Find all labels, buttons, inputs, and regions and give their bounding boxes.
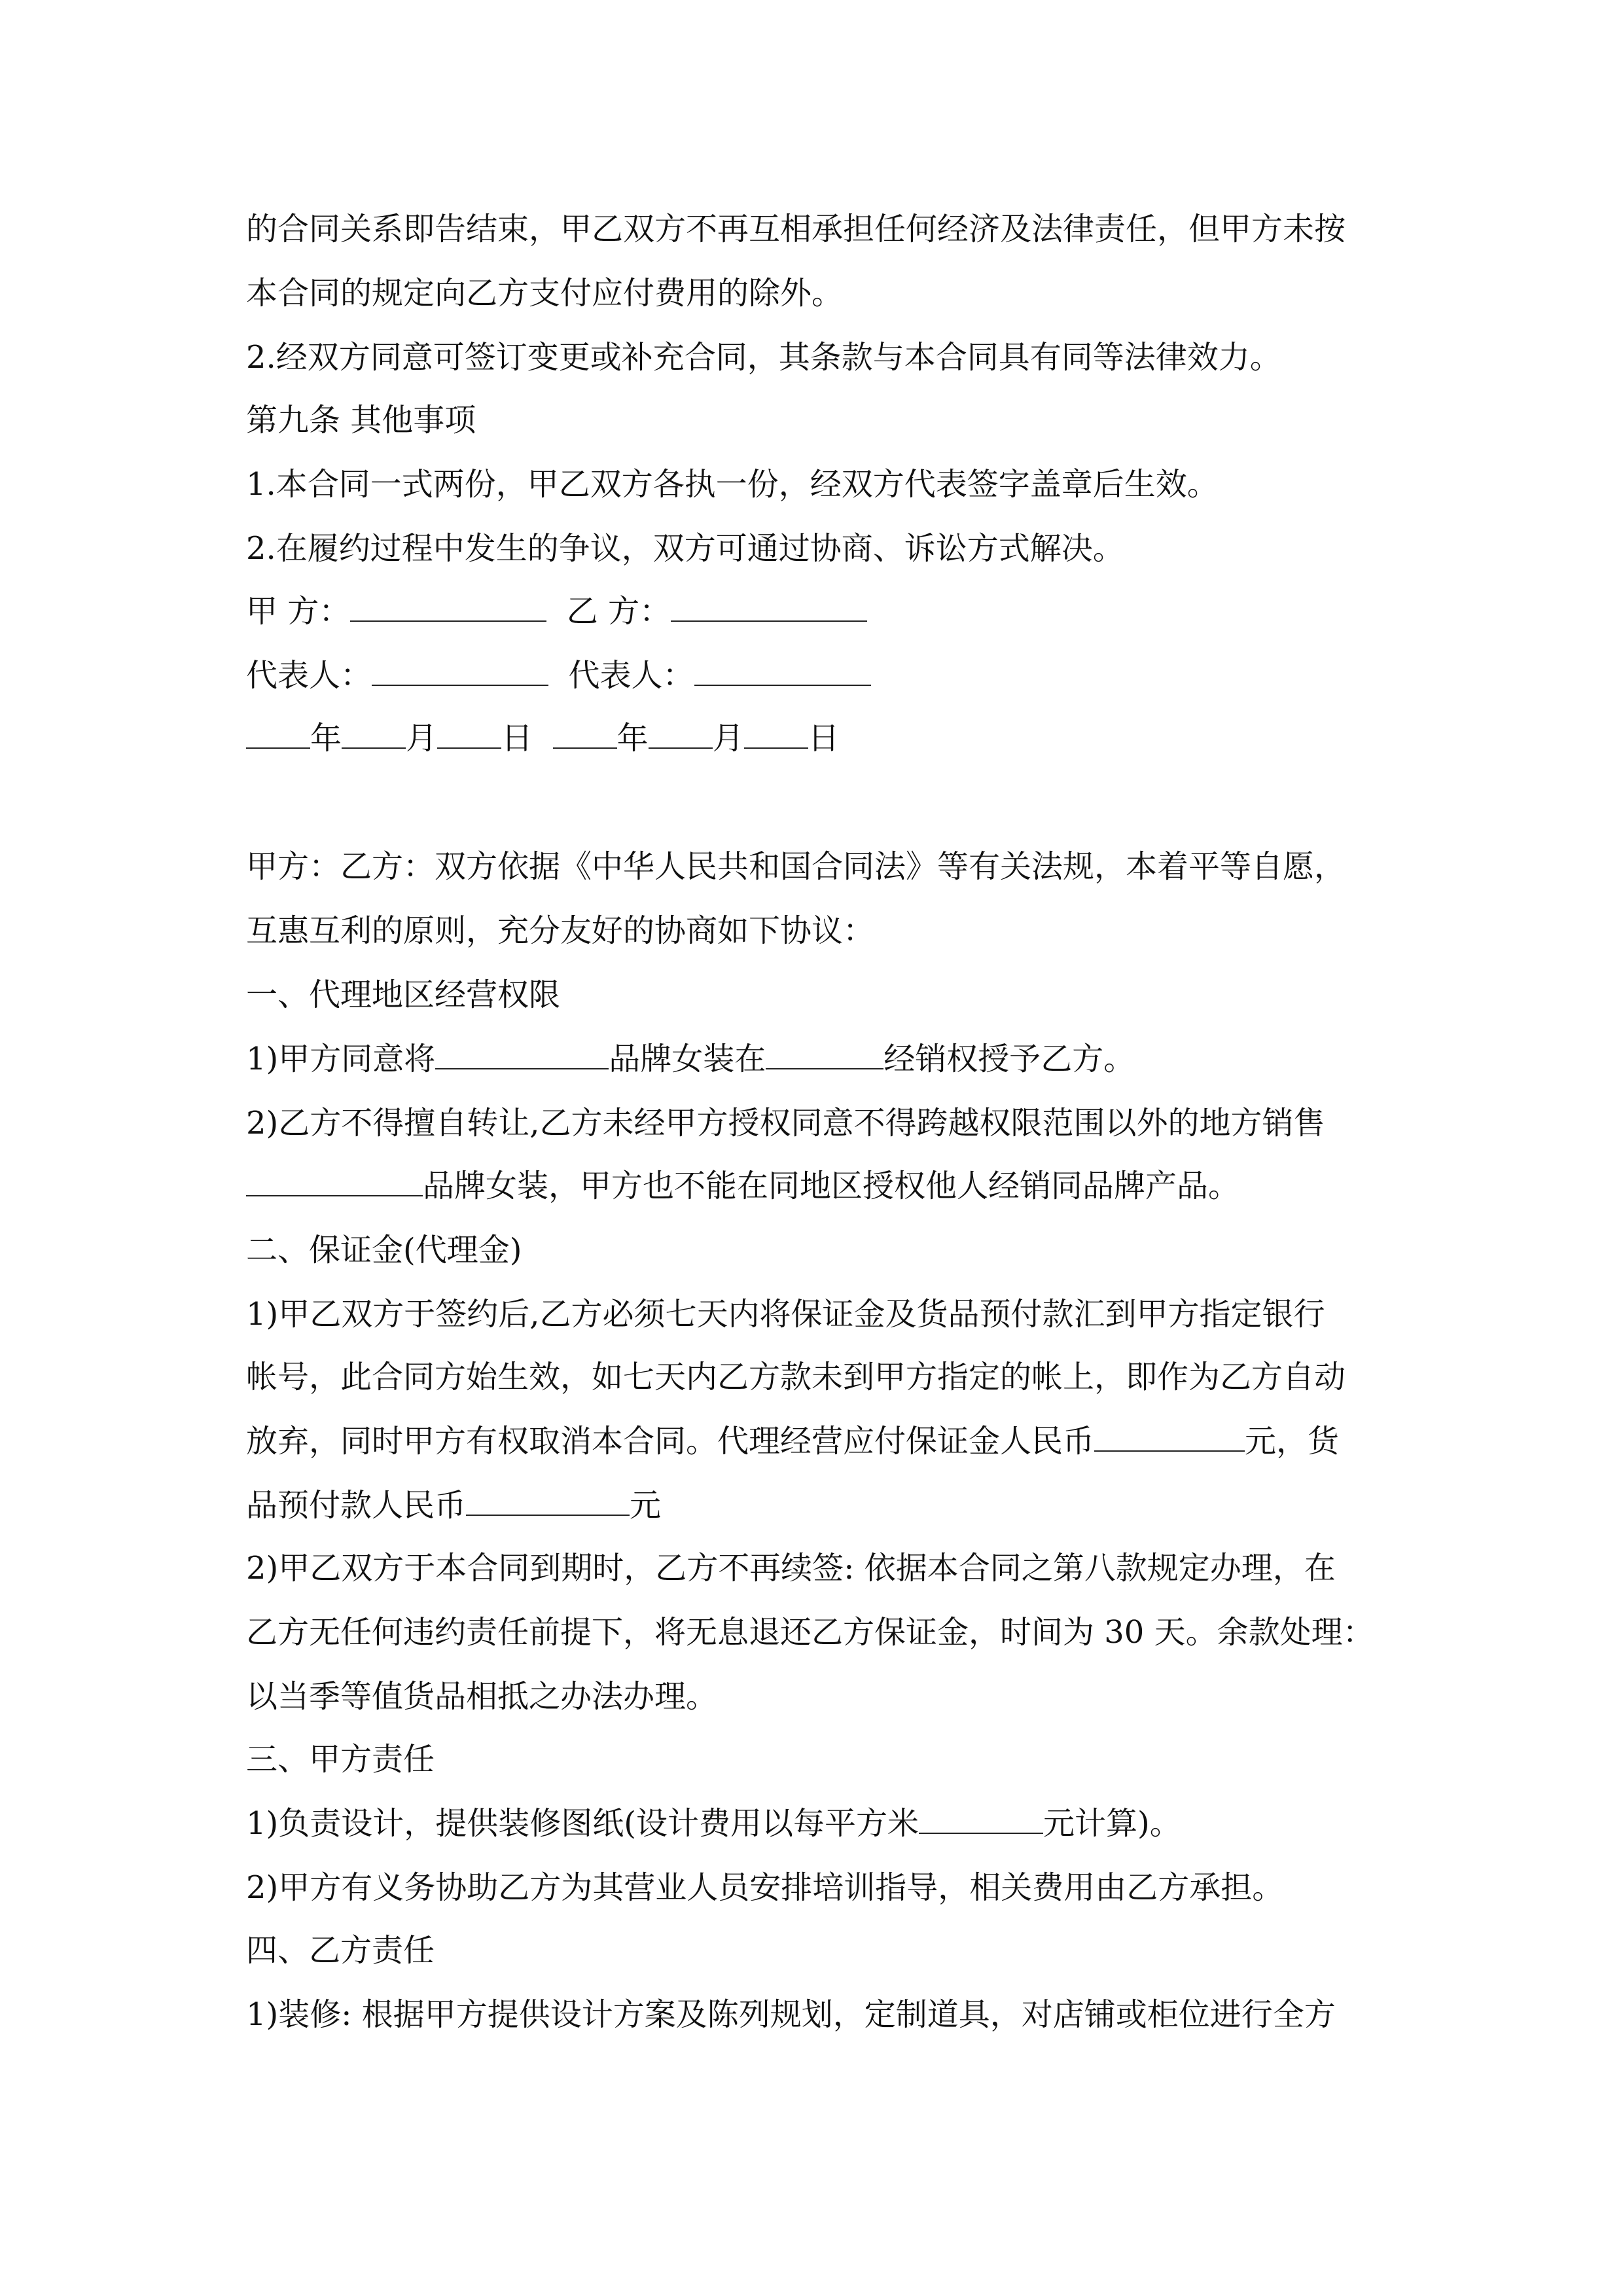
day-blank — [437, 719, 501, 749]
text-span: 元计算)。 — [1043, 1805, 1181, 1842]
year-label: 年 — [310, 720, 342, 757]
text-line — [246, 1039, 1135, 1079]
text-line: 乙方无任何违约责任前提下，将无息退还乙方保证金，时间为 30 天。余款处理： — [246, 1614, 1374, 1651]
text-span: 品牌女装，甲方也不能在同地区授权他人经销同品牌产品。 — [423, 1168, 1240, 1204]
section-heading: 二、保证金(代理金) — [246, 1232, 522, 1268]
party-a-label: 甲 方： — [246, 593, 351, 630]
section-heading: 一、代理地区经营权限 — [246, 977, 561, 1013]
text-line: 1)装修: 根据甲方提供设计方案及陈列规划，定制道具，对店铺或柜位进行全方 — [246, 1996, 1336, 2033]
text-line: 2)甲乙双方于本合同到期时，乙方不再续签: 依据本合同之第八款规定办理，在 — [246, 1550, 1336, 1587]
text-span: 品预付款人民币 — [246, 1487, 467, 1524]
text-line — [246, 1166, 1240, 1206]
month-blank — [649, 719, 713, 749]
text-line: 帐号，此合同方始生效，如七天内乙方款未到甲方指定的帐上，即作为乙方自动 — [246, 1359, 1346, 1395]
text-line: 2)乙方不得擅自转让,乙方未经甲方授权同意不得跨越权限范围以外的地方销售 — [246, 1105, 1325, 1141]
day-label: 日 — [808, 720, 840, 757]
text-line — [246, 1804, 1181, 1843]
month-blank — [342, 719, 406, 749]
signature-date-row — [246, 719, 840, 758]
text-span: 放弃，同时甲方有权取消本合同。代理经营应付保证金人民币 — [246, 1423, 1095, 1460]
year-label: 年 — [616, 720, 649, 757]
text-line: 2)甲方有义务协助乙方为其营业人员安排培训指导，相关费用由乙方承担。 — [246, 1869, 1284, 1906]
year-blank — [246, 719, 310, 749]
section-heading: 第九条 其他事项 — [246, 402, 476, 439]
text-line — [246, 1486, 661, 1525]
text-line: 1.本合同一式两份，甲乙双方各执一份，经双方代表签字盖章后生效。 — [246, 466, 1219, 503]
party-a-blank — [350, 592, 546, 622]
brand-blank — [435, 1039, 609, 1069]
text-span: 1)负责设计，提供装修图纸(设计费用以每平方米 — [246, 1805, 919, 1842]
month-label: 月 — [406, 720, 438, 757]
rep-b-blank — [694, 656, 871, 686]
text-line: 甲方：乙方：双方依据《中华人民共和国合同法》等有关法规，本着平等自愿， — [246, 848, 1346, 885]
brand-blank — [246, 1166, 423, 1196]
party-b-blank — [671, 592, 867, 622]
text-line: 1)甲乙双方于签约后,乙方必须七天内将保证金及货品预付款汇到甲方指定银行 — [246, 1296, 1325, 1333]
text-line: 以当季等值货品相抵之办法办理。 — [246, 1678, 718, 1715]
signature-party-row — [246, 592, 867, 631]
deposit-amount-blank — [1094, 1422, 1245, 1452]
rep-a-label: 代表人： — [246, 657, 372, 694]
section-heading: 四、乙方责任 — [246, 1932, 435, 1969]
signature-rep-row — [246, 656, 871, 695]
year-blank — [553, 719, 617, 749]
rep-b-label: 代表人： — [568, 657, 694, 694]
party-b-label: 乙 方： — [566, 593, 671, 630]
text-line: 的合同关系即告结束，甲乙双方不再互相承担任何经济及法律责任，但甲方未按 — [246, 211, 1346, 247]
day-blank — [744, 719, 808, 749]
section-heading: 三、甲方责任 — [246, 1741, 435, 1778]
region-blank — [766, 1039, 883, 1069]
text-span: 元，货 — [1245, 1423, 1340, 1460]
text-line — [246, 1422, 1339, 1461]
design-fee-blank — [919, 1804, 1043, 1834]
text-line: 互惠互利的原则，充分友好的协商如下协议： — [246, 912, 875, 949]
text-span: 品牌女装在 — [609, 1041, 766, 1077]
text-span: 元 — [630, 1487, 662, 1524]
day-label: 日 — [501, 720, 533, 757]
text-line: 本合同的规定向乙方支付应付费用的除外。 — [246, 275, 844, 312]
prepayment-amount-blank — [466, 1486, 630, 1516]
text-line: 2.经双方同意可签订变更或补充合同，其条款与本合同具有同等法律效力。 — [246, 339, 1281, 376]
text-span: 经销权授予乙方。 — [883, 1041, 1135, 1077]
text-span: 1)甲方同意将 — [246, 1041, 436, 1077]
text-line: 2.在履约过程中发生的争议，双方可通过协商、诉讼方式解决。 — [246, 530, 1124, 567]
rep-a-blank — [372, 656, 548, 686]
month-label: 月 — [712, 720, 744, 757]
